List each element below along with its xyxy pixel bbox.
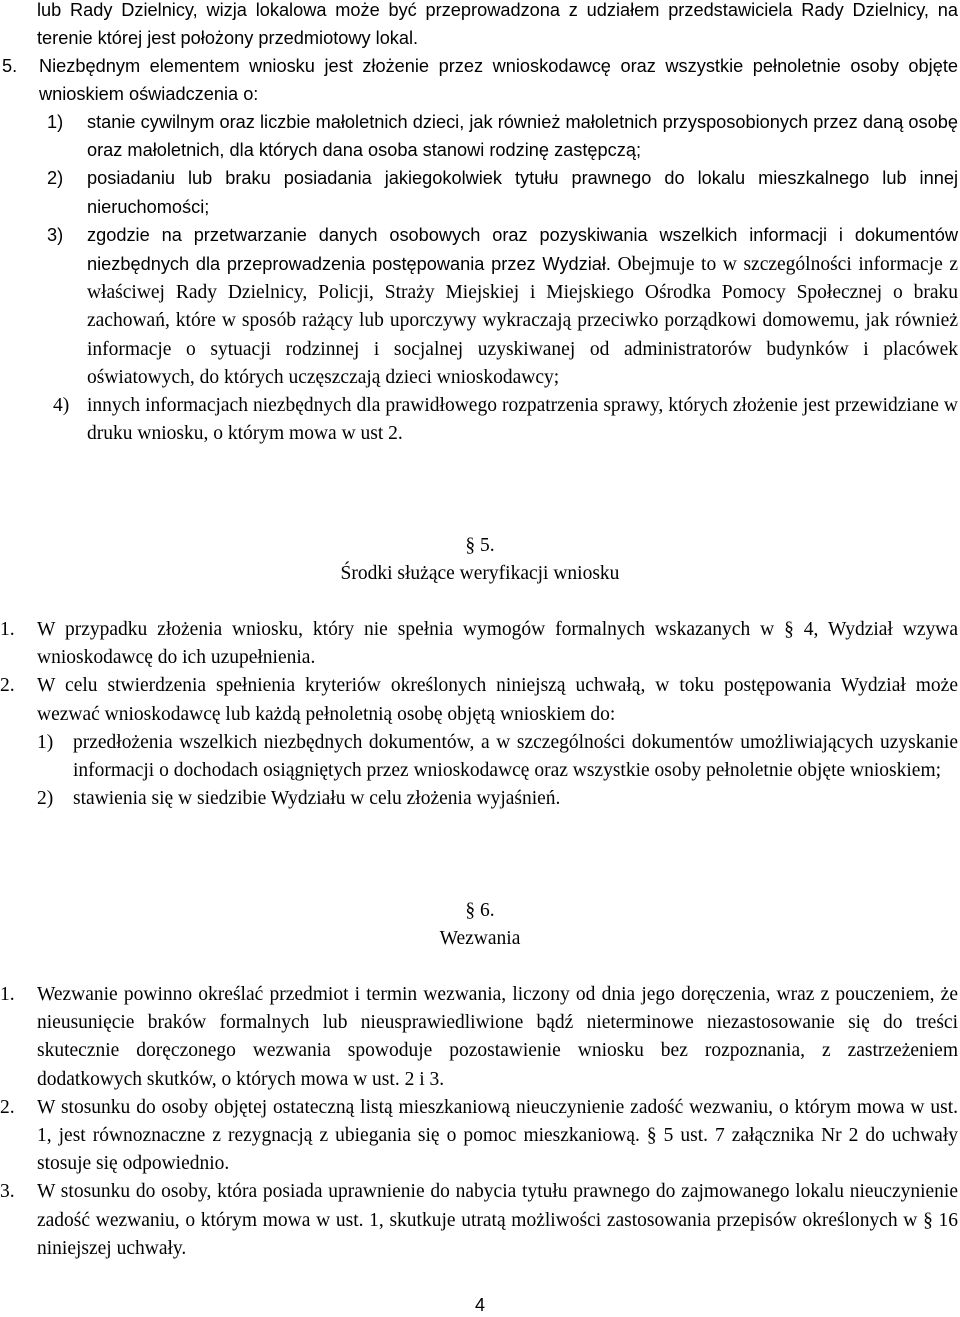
- paragraph: 1. W przypadku złożenia wniosku, który nie spełnia wymogów formalnych wskazanych w § 4, Wydział wzywa wnioskodawcę do ich uzupełnienia.: [0, 619, 958, 669]
- statement-list: [47, 108, 958, 448]
- page-number: 4: [474, 1295, 485, 1315]
- paragraph: 3. W stosunku do osoby, która posiada uprawnienie do nabycia tytułu prawnego do zajmowanego lokalu nieuczynienie zadość wezwaniu, o którym mowa w ust. 1, skutkuje utratą możliwości zastosowania przepisów określonych w § 16 niniejszej uchwały.: [0, 1181, 958, 1259]
- list-item: 1) przedłożenia wszelkich niezbędnych dokumentów, a w szczególności dokumentów umożliwiających uzyskanie informacji o dochodach osiągniętych przez wnioskodawcę oraz wszystkie osoby pełnoletnie objęte wnioskiem;: [37, 731, 958, 782]
- section-5-body: [0, 616, 958, 813]
- section-number: § 6.: [465, 900, 495, 921]
- paragraph: 1. Wezwanie powinno określać przedmiot i termin wezwania, liczony od dnia jego doręczenia, wraz z pouczeniem, że nieusunięcie braków formalnych lub nieusprawiedliwione bądź nieterminowe niezastosowanie się do treści skutecznie doręczonego wezwania spowoduje pozostawienie wniosku bez rozpoznania, z zastrzeżeniem dodatkowych skutków, o których mowa w ust. 2 i 3.: [0, 984, 958, 1090]
- section-title: Wezwania: [439, 928, 521, 950]
- section-number: § 5.: [465, 535, 495, 556]
- list-item: 3) zgodzie na przetwarzanie danych osobowych oraz pozyskiwania wszelkich informacji i dokumentów niezbędnych dla przeprowadzenia postępowania przez Wydział. Obejmuje to w szczególności informacje z właściwej Rady Dzielnicy, Policji, Straży Miejskiej i Miejskiego Ośrodka Pomocy Społecznej o braku zachowań, które w sposób rażący lub uporczywy wykraczają przeciwko porządkowi domowemu, jak również informacje o sytuacji rodzinnej i socjalnej uzyskiwanej od administratorów budynków i placówek oświatowych, do których uczęszczają dzieci wnioskodawcy;: [47, 224, 959, 388]
- list-item: 2) stawienia się w siedzibie Wydziału w celu złożenia wyjaśnień.: [37, 788, 561, 810]
- list-item: 1) stanie cywilnym oraz liczbie małoletnich dzieci, jak również małoletnich przysposobionych przez daną osobę oraz małoletnich, dla których dana osoba stanowi rodzinę zastępczą;: [47, 112, 958, 161]
- section-6-heading: [0, 897, 960, 953]
- section-5-heading: [0, 532, 960, 588]
- paragraph: 2. W celu stwierdzenia spełnienia kryteriów określonych niniejszą uchwałą, w toku postępowania Wydział może wezwać wnioskodawcę lub każdą pełnoletnią osobę objętą wnioskiem do:: [0, 675, 958, 725]
- list-item: 2) posiadaniu lub braku posiadania jakiegokolwiek tytułu prawnego do lokalu mieszkalnego lub innej nieruchomości;: [47, 168, 958, 217]
- paragraph-text: Niezbędnym elementem wniosku jest złożenie przez wnioskodawcę oraz wszystkie pełnoletnie osoby objęte wnioskiem oświadczenia o:: [39, 56, 958, 104]
- sub-list: [0, 729, 958, 814]
- paragraph: 2. W stosunku do osoby objętej ostateczną listą mieszkaniową nieuczynienie zadość wezwaniu, o którym mowa w ust. 1, jest równoznaczne z rezygnacją z ubiegania się o pomoc mieszkaniową. § 5 ust. 7 załącznika Nr 2 do uchwały stosuje się odpowiednio.: [0, 1096, 958, 1175]
- section-title: Środki służące weryfikacji wniosku: [340, 563, 620, 585]
- continuation-paragraph: lub Rady Dzielnicy, wizja lokalowa może być przeprowadzona z udziałem przedstawiciela Rady Dzielnicy, na terenie której jest położony przedmiotowy lokal.: [37, 0, 958, 48]
- paragraph-number: 5.: [2, 56, 18, 76]
- list-item: 4) innych informacjach niezbędnych dla prawidłowego rozpatrzenia sprawy, których złożenie jest przewidziane w druku wniosku, o którym mowa w ust 2.: [53, 395, 958, 445]
- paragraph-5: [0, 52, 958, 108]
- section-6-body: [0, 981, 958, 1263]
